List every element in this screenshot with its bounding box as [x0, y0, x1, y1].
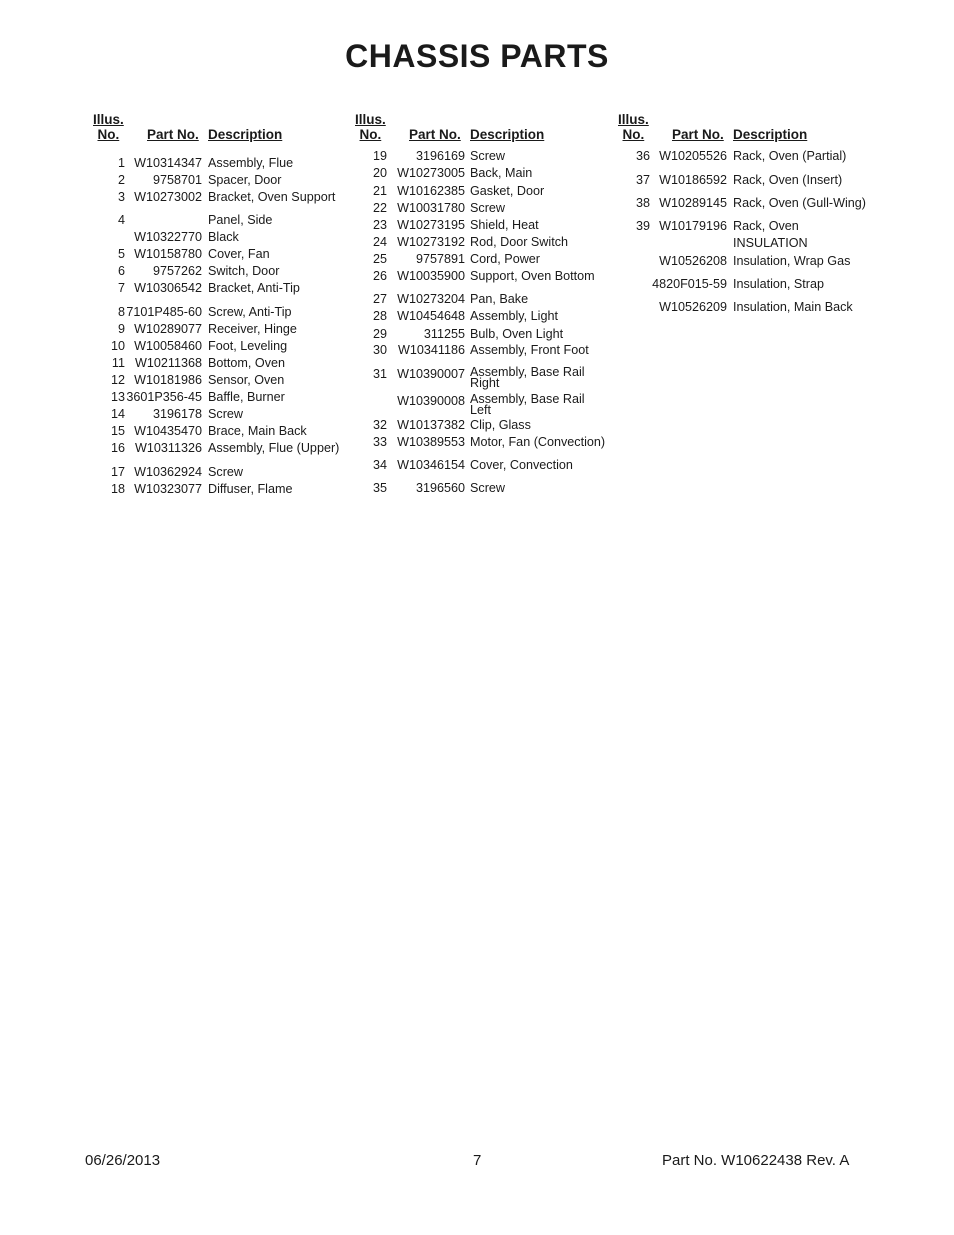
footer-date: 06/26/2013 [85, 1152, 161, 1169]
part-number: W10346154 [397, 458, 465, 472]
part-number: 9757262 [152, 264, 202, 278]
illus-number: 14 [110, 407, 125, 421]
part-description: Insulation, Wrap Gas [733, 254, 851, 268]
part-number: W10341186 [398, 343, 465, 357]
part-description: Screw [208, 465, 243, 479]
part-number: W10273005 [397, 166, 465, 180]
header-part-no: Part No. [672, 127, 724, 142]
illus-number: 13 [110, 390, 125, 404]
header-illus-no: Illus. No. [355, 112, 386, 142]
part-description: Screw [470, 201, 505, 215]
part-description: Diffuser, Flame [208, 482, 293, 496]
header-description: Description [470, 127, 545, 142]
part-number: 4820F015-59 [652, 277, 727, 291]
part-description: Spacer, Door [208, 173, 282, 187]
part-description: Black [208, 230, 239, 244]
part-number: W10322770 [134, 230, 202, 244]
part-description: Gasket, Door [470, 184, 545, 198]
part-description: Rod, Door Switch [470, 235, 568, 249]
part-description: Screw [208, 407, 243, 421]
part-description: Switch, Door [208, 264, 280, 278]
illus-number: 22 [372, 201, 387, 215]
part-number: W10306542 [134, 281, 202, 295]
illus-number: 26 [372, 269, 387, 283]
footer-part-number: Part No. W10622438 Rev. A [662, 1152, 850, 1169]
part-number: 3196169 [415, 149, 465, 163]
part-number: 7101P485-60 [126, 305, 202, 319]
part-description: Receiver, Hinge [208, 322, 297, 336]
illus-number: 8 [117, 305, 125, 319]
illus-number: 17 [110, 465, 125, 479]
part-number: W10390007 [397, 367, 465, 381]
part-number: W10526208 [659, 254, 727, 268]
illus-number: 1 [117, 156, 125, 170]
part-description: Brace, Main Back [208, 424, 307, 438]
part-number: W10435470 [134, 424, 202, 438]
illus-number: 31 [372, 367, 387, 381]
part-description: Rack, Oven (Partial) [733, 149, 847, 163]
part-description: Baffle, Burner [208, 390, 285, 404]
part-description: Clip, Glass [470, 418, 531, 432]
part-number: W10289145 [659, 196, 727, 210]
illus-number: 24 [372, 235, 387, 249]
header-part-no: Part No. [409, 127, 461, 142]
illus-number: 18 [110, 482, 125, 496]
illus-number: 29 [372, 327, 387, 341]
illus-number: 10 [110, 339, 125, 353]
part-number: 3601P356-45 [126, 390, 202, 404]
illus-number: 7 [117, 281, 125, 295]
part-number: W10179196 [659, 219, 727, 233]
illus-number: 34 [372, 458, 387, 472]
header-part-no: Part No. [147, 127, 199, 142]
part-description: Assembly, Flue [208, 156, 294, 170]
part-description: Bracket, Anti-Tip [208, 281, 300, 295]
illus-number: 5 [117, 247, 125, 261]
part-number: W10289077 [134, 322, 202, 336]
part-description: Shield, Heat [470, 218, 539, 232]
part-number: W10186592 [659, 173, 727, 187]
part-description: Rack, Oven (Gull-Wing) [733, 196, 866, 210]
illus-number: 39 [635, 219, 650, 233]
part-description: Bracket, Oven Support [208, 190, 336, 204]
part-description: Panel, Side [208, 213, 273, 227]
illus-number: 35 [372, 481, 387, 495]
header-description: Description [733, 127, 808, 142]
illus-number: 23 [372, 218, 387, 232]
part-number: W10158780 [134, 247, 202, 261]
part-number: 311255 [423, 327, 465, 341]
part-description: Motor, Fan (Convection) [470, 435, 606, 449]
part-number: W10205526 [659, 149, 727, 163]
part-description: INSULATION [733, 236, 808, 250]
part-description: Assembly, Light [470, 309, 558, 323]
part-number: W10273002 [134, 190, 202, 204]
illus-number: 37 [635, 173, 650, 187]
illus-number: 36 [635, 149, 650, 163]
illus-number: 12 [110, 373, 125, 387]
illus-number: 38 [635, 196, 650, 210]
part-number: W10454648 [397, 309, 465, 323]
part-number: W10058460 [134, 339, 202, 353]
part-description: Back, Main [470, 166, 533, 180]
part-number: 3196178 [152, 407, 202, 421]
part-number: W10273195 [397, 218, 465, 232]
page-title: CHASSIS PARTS [345, 38, 609, 74]
part-number: W10181986 [134, 373, 202, 387]
illus-number: 2 [117, 173, 125, 187]
part-number: W10362924 [134, 465, 202, 479]
part-description: Cord, Power [470, 252, 540, 266]
part-description: Cover, Convection [470, 458, 573, 472]
illus-number: 15 [110, 424, 125, 438]
part-description: Rack, Oven (Insert) [733, 173, 843, 187]
part-number: W10211368 [135, 356, 202, 370]
part-number: W10311326 [135, 441, 202, 455]
part-number: W10273204 [397, 292, 465, 306]
part-number: W10162385 [397, 184, 465, 198]
part-description: Assembly, Base Rail Right [470, 365, 585, 390]
illus-number: 20 [372, 166, 387, 180]
illus-number: 33 [372, 435, 387, 449]
part-description: Rack, Oven [733, 219, 799, 233]
header-illus-no: Illus. No. [618, 112, 649, 142]
part-description: Bulb, Oven Light [470, 327, 564, 341]
part-description: Bottom, Oven [208, 356, 285, 370]
part-description: Screw, Anti-Tip [208, 305, 292, 319]
illus-number: 21 [372, 184, 387, 198]
part-description: Support, Oven Bottom [470, 269, 595, 283]
part-description: Foot, Leveling [208, 339, 288, 353]
part-number: W10031780 [397, 201, 465, 215]
part-number: W10526209 [659, 300, 727, 314]
part-number: W10314347 [134, 156, 202, 170]
part-number: 9757891 [415, 252, 465, 266]
part-description: Sensor, Oven [208, 373, 285, 387]
illus-number: 32 [372, 418, 387, 432]
illus-number: 25 [372, 252, 387, 266]
part-number: W10323077 [134, 482, 202, 496]
illus-number: 16 [110, 441, 125, 455]
part-description: Insulation, Main Back [733, 300, 853, 314]
part-number: W10390008 [397, 394, 465, 408]
illus-number: 4 [117, 213, 125, 227]
part-description: Cover, Fan [208, 247, 270, 261]
illus-number: 28 [372, 309, 387, 323]
part-description: Assembly, Base Rail Left [470, 392, 585, 417]
illus-number: 30 [372, 343, 387, 357]
illus-number: 19 [372, 149, 387, 163]
part-number: W10389553 [397, 435, 465, 449]
illus-number: 3 [117, 190, 125, 204]
part-number: 9758701 [152, 173, 202, 187]
part-description: Insulation, Strap [733, 277, 825, 291]
illus-number: 27 [372, 292, 387, 306]
part-description: Assembly, Front Foot [470, 343, 589, 357]
part-number: W10137382 [397, 418, 465, 432]
part-description: Pan, Bake [470, 292, 529, 306]
part-description: Screw [470, 149, 505, 163]
part-number: W10273192 [397, 235, 465, 249]
part-description: Assembly, Flue (Upper) [208, 441, 340, 455]
illus-number: 6 [117, 264, 125, 278]
footer-page-number: 7 [473, 1152, 482, 1169]
part-number: 3196560 [415, 481, 465, 495]
illus-number: 9 [117, 322, 125, 336]
header-description: Description [208, 127, 283, 142]
part-number: W10035900 [397, 269, 465, 283]
part-description: Screw [470, 481, 505, 495]
illus-number: 11 [111, 356, 125, 370]
header-illus-no: Illus. No. [93, 112, 124, 142]
